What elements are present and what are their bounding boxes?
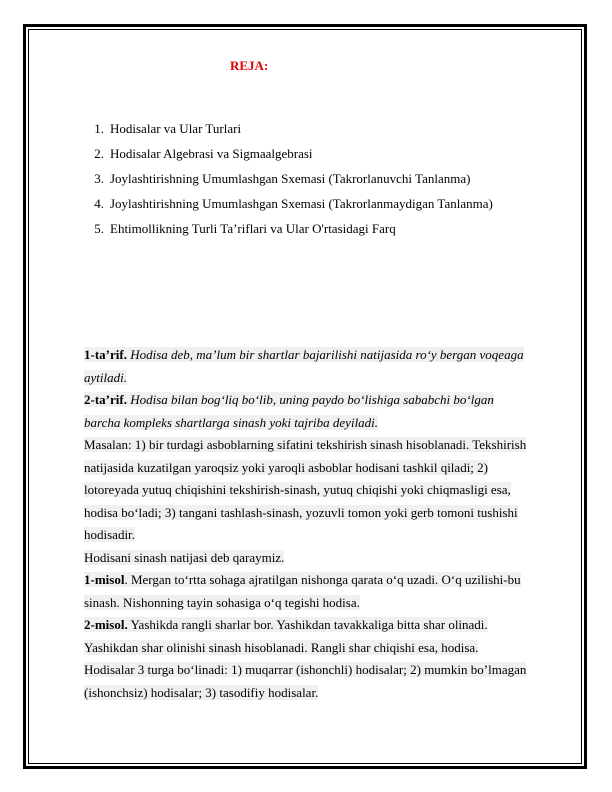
plan-item-text: Joylashtirishning Umumlashgan Sxemasi (Takrorlanmaydigan Tanlanma) <box>110 196 493 211</box>
plan-item <box>86 168 493 193</box>
definition-2-text-cont: barcha kompleks shartlarga sinash yoki tajriba deyiladi. <box>84 414 379 430</box>
example-2-line <box>84 637 564 660</box>
example-2-text: Yashikda rangli sharlar bor. Yashikdan tavakkaliga bitta shar olinadi. <box>127 617 488 632</box>
page-title: REJA: <box>230 58 269 73</box>
example-paragraph-line: natijasida kuzatilgan yaroqsiz yoki yaroqli asboblar hodisani tashkil qiladi; 2) <box>84 459 488 475</box>
example-1-text-cont: sinash. Nishonning tayin sohasiga o‘q tegishi hodisa. <box>84 594 360 610</box>
result-line: Hodisani sinash natijasi deb qaraymiz. <box>84 549 285 565</box>
plan-item <box>86 193 493 218</box>
example-2-line <box>84 614 564 637</box>
example-2-label: 2-misol. <box>84 617 128 632</box>
plan-item <box>86 218 493 243</box>
example-1-line <box>84 592 564 615</box>
plan-item-number: 2. <box>94 146 104 161</box>
example-paragraph-line: lotoreyada yutuq chiqishini tekshirish-sinash, yutuq chiqishi yoki chiqmasligi esa, <box>84 482 511 497</box>
document-body <box>84 344 564 704</box>
definition-1-text: Hodisa deb, ma’lum bir shartlar bajarilishi natijasida ro‘y bergan voqeaga <box>126 347 524 362</box>
definition-1-line <box>84 367 564 390</box>
example-1-text: . Mergan to‘rtta sohaga ajratilgan nishonga qarata o‘q uzadi. O‘q uzilishi-bu <box>124 572 521 587</box>
definition-2-line <box>84 389 564 412</box>
definition-1-line <box>84 344 564 367</box>
example-1-line <box>84 569 564 592</box>
types-line: Hodisalar 3 turga bo‘linadi: 1) muqarrar (ishonchli) hodisalar; 2) mumkin bo’lmagan <box>84 662 527 677</box>
plan-item-text: Hodisalar va Ular Turlari <box>110 121 242 136</box>
types-line: (ishonchsiz) hodisalar; 3) tasodifiy hodisalar. <box>84 684 319 700</box>
plan-item-text: Hodisalar Algebrasi va Sigmaalgebrasi <box>110 146 313 161</box>
plan-item-number: 1. <box>94 121 104 136</box>
plan-item <box>86 143 493 168</box>
plan-item-number: 3. <box>94 171 104 186</box>
plan-item-text: Joylashtirishning Umumlashgan Sxemasi (Takrorlanuvchi Tanlanma) <box>110 171 471 186</box>
plan-item-text: Ehtimollikning Turli Ta’riflari va Ular O'rtasidagi Farq <box>110 221 396 236</box>
example-1-label: 1-misol <box>84 572 125 587</box>
example-paragraph-line: Masalan: 1) bir turdagi asboblarning sifatini tekshirish sinash hisoblanadi. Tekshirish <box>84 437 527 452</box>
definition-1-label: 1-ta’rif. <box>84 347 127 362</box>
plan-item <box>86 118 493 143</box>
example-paragraph-line: hodisadir. <box>84 527 135 542</box>
plan-item-number: 4. <box>94 196 104 211</box>
example-2-text-cont: Yashikdan shar olinishi sinash hisoblanadi. Rangli shar chiqishi esa, hodisa. <box>84 639 479 655</box>
definition-1-text-cont: aytiladi. <box>84 369 127 385</box>
definition-2-line <box>84 412 564 435</box>
plan-list <box>86 118 493 243</box>
plan-item-number: 5. <box>94 221 104 236</box>
definition-2-text: Hodisa bilan bog‘liq bo‘lib, uning paydo bo‘lishiga sababchi bo‘lgan <box>126 392 494 407</box>
definition-2-label: 2-ta’rif. <box>84 392 127 407</box>
example-paragraph-line: hodisa bo‘ladi; 3) tangani tashlash-sinash, yozuvli tomon yoki gerb tomoni tushishi <box>84 504 518 520</box>
